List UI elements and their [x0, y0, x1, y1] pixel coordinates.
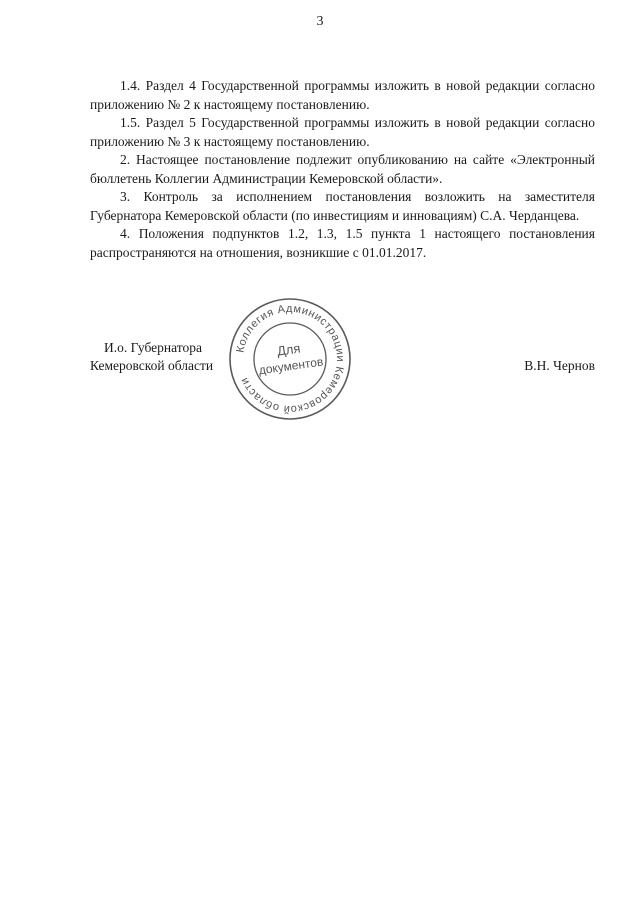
signatory-region: Кемеровской области	[90, 358, 214, 373]
stamp-center-line1: Для	[276, 340, 302, 359]
stamp-center-line2: документов	[257, 354, 325, 378]
decree-body	[90, 77, 595, 262]
signatory-name: В.Н. Чернов	[524, 358, 595, 373]
official-stamp	[227, 296, 353, 422]
paragraph-2: 2. Настоящее постановление подлежит опубликованию на сайте «Электронный бюллетень Коллегии Администрации Кемеровской области».	[90, 152, 595, 186]
paragraph-4: 4. Положения подпунктов 1.2, 1.3, 1.5 пункта 1 настоящего постановления распространяются на отношения, возникшие с 01.01.2017.	[90, 226, 595, 260]
signatory-title: И.о. Губернатора	[104, 340, 203, 355]
paragraph-1-5: 1.5. Раздел 5 Государственной программы изложить в новой редакции согласно приложению № 3 к настоящему постановлению.	[90, 115, 595, 149]
stamp-ring-text: Коллегия Администрации Кемеровской области	[234, 302, 347, 416]
paragraph-1-4: 1.4. Раздел 4 Государственной программы изложить в новой редакции согласно приложению № 2 к настоящему постановлению.	[90, 78, 595, 112]
paragraph-3: 3. Контроль за исполнением постановления возложить на заместителя Губернатора Кемеровской области (по инвестициям и инновациям) С.А. Черданцева.	[90, 189, 595, 223]
page-number: 3	[316, 14, 324, 29]
